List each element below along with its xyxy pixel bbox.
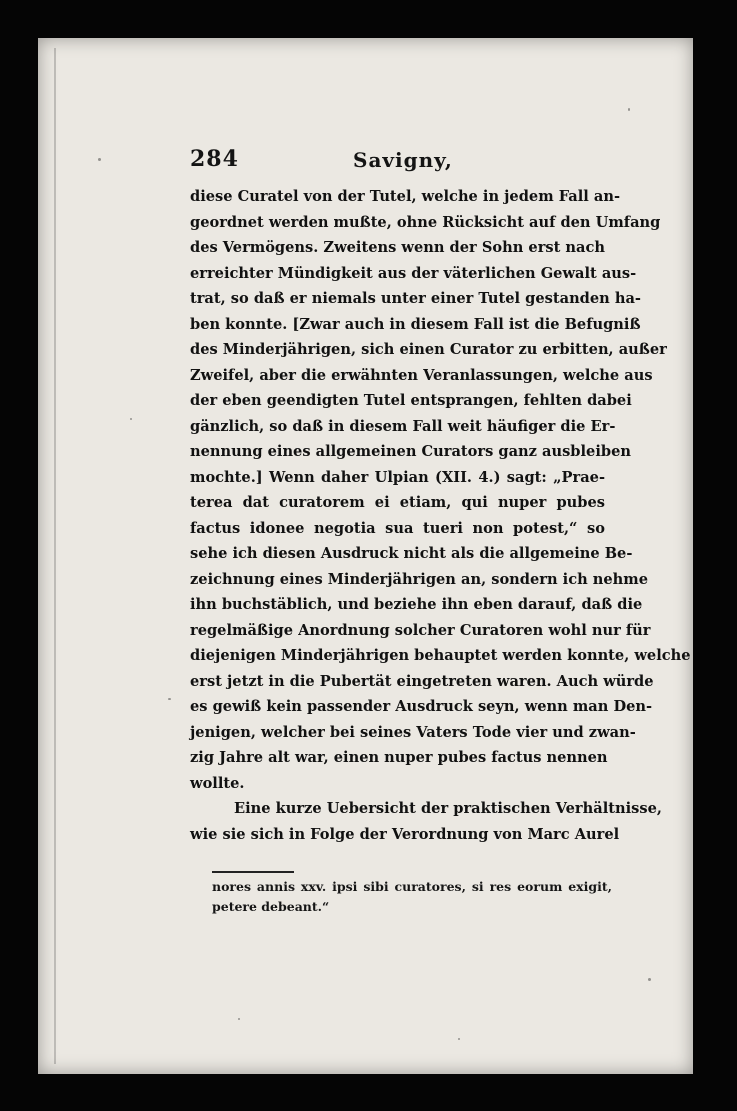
- text-line: des Minderjährigen, sich einen Curator zu erbitten, außer: [190, 341, 667, 358]
- paragraph-first-line: Eine kurze Uebersicht der praktischen Verhältnisse,: [234, 800, 662, 817]
- text-line: geordnet werden mußte, ohne Rücksicht auf den Umfang: [190, 213, 661, 231]
- text-line: Zweifel, aber die erwähnten Veranlassungen, welche aus: [190, 366, 653, 384]
- text-line: gänzlich, so daß in diesem Fall weit häufiger die Er-: [190, 417, 616, 435]
- footnote-line: petere debeant.“: [212, 899, 330, 914]
- footnote: [212, 877, 612, 917]
- text-line: des Vermögens. Zweitens wenn der Sohn erst nach: [190, 239, 605, 256]
- text-line: trat, so daß er niemals unter einer Tutel gestanden ha-: [190, 290, 641, 307]
- page-number: 284: [190, 146, 239, 172]
- text-line: wollte.: [190, 774, 245, 792]
- text-line: erreichter Mündigkeit aus der väterlichen Gewalt aus-: [190, 264, 637, 282]
- text-line: jenigen, welcher bei seines Vaters Tode vier und zwan-: [190, 723, 636, 741]
- text-line: diese Curatel von der Tutel, welche in jedem Fall an-: [190, 188, 621, 205]
- running-head: Savigny,: [353, 148, 453, 172]
- text-line: der eben geendigten Tutel entsprangen, fehlten dabei: [190, 392, 632, 409]
- body-text: [190, 184, 691, 847]
- footnote-line: nores annis xxv. ipsi sibi curatores, si res eorum exigit,: [212, 879, 612, 894]
- text-line: ihn buchstäblich, und beziehe ihn eben darauf, daß die: [190, 596, 643, 613]
- page-header: [190, 146, 600, 176]
- text-line: erst jetzt in die Pubertät eingetreten waren. Auch würde: [190, 672, 654, 690]
- text-line: diejenigen Minderjährigen behauptet werden konnte, welche: [190, 647, 691, 664]
- footnote-rule: [212, 871, 294, 873]
- text-line: wie sie sich in Folge der Verordnung von Marc Aurel: [190, 825, 620, 843]
- text-line: zeichnung eines Minderjährigen an, sondern ich nehme: [190, 570, 649, 588]
- text-line: factus idonee negotia sua tueri non potest,“ so: [190, 519, 605, 537]
- text-line: mochte.] Wenn daher Ulpian (XII. 4.) sagt: „Prae-: [190, 468, 605, 486]
- text-line: nennung eines allgemeinen Curators ganz ausbleiben: [190, 443, 631, 460]
- text-line: es gewiß kein passender Ausdruck seyn, wenn man Den-: [190, 698, 653, 715]
- text-line: regelmäßige Anordnung solcher Curatoren wohl nur für: [190, 621, 651, 639]
- text-line: ben konnte. [Zwar auch in diesem Fall ist die Befugniß: [190, 315, 641, 333]
- text-line: sehe ich diesen Ausdruck nicht als die allgemeine Be-: [190, 545, 633, 562]
- text-line: terea dat curatorem ei etiam, qui nuper pubes: [190, 494, 605, 511]
- text-line: zig Jahre alt war, einen nuper pubes factus nennen: [190, 749, 608, 766]
